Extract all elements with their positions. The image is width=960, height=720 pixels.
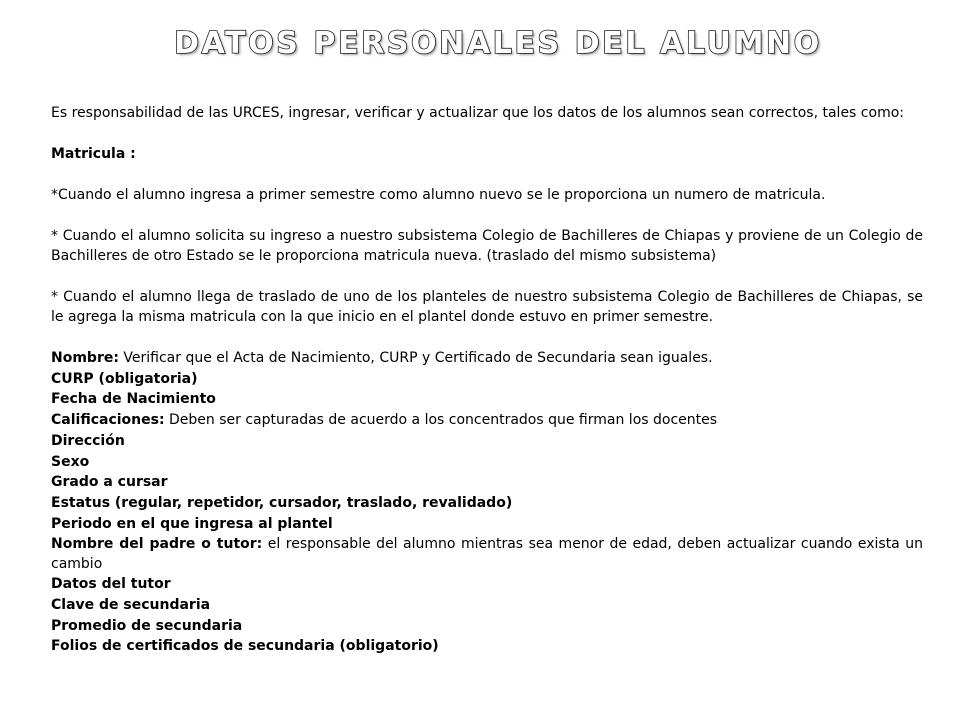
spacer (51, 164, 923, 185)
field-nombre-label: Nombre: (51, 350, 119, 366)
field-nombre-text: Verificar que el Acta de Nacimiento, CURP y Certificado de Secundaria sean iguales. (118, 350, 713, 366)
field-folios-certificados-label: Folios de certificados de secundaria (obligatorio) (51, 638, 439, 655)
field-folios-certificados (51, 636, 923, 657)
field-sexo-label: Sexo (51, 453, 90, 470)
field-nombre (51, 348, 923, 369)
matricula-case-new-student: *Cuando el alumno ingresa a primer semestre como alumno nuevo se le proporciona un numero de matricula. (51, 187, 826, 203)
spacer (51, 266, 923, 287)
field-promedio-secundaria (51, 616, 923, 637)
field-grado (51, 472, 923, 493)
field-estatus (51, 493, 923, 514)
field-curp (51, 369, 923, 390)
field-grado-label: Grado a cursar (51, 474, 168, 491)
matricula-case-other-state: * Cuando el alumno solicita su ingreso a nuestro subsistema Colegio de Bachilleres de Chiapas y proviene de un Colegio de Bachilleres de otro Estado se le proporciona matricula nueva. (traslado del mismo subsistema) (51, 228, 923, 264)
field-periodo-label: Periodo en el que ingresa al plantel (51, 515, 333, 532)
field-tutor (51, 534, 923, 574)
field-calificaciones-text: Deben ser capturadas de acuerdo a los concentrados que firman los docentes (164, 412, 718, 429)
field-curp-label: CURP (obligatoria) (51, 370, 198, 387)
field-clave-secundaria (51, 595, 923, 616)
matricula-heading (51, 144, 923, 164)
field-datos-tutor-label: Datos del tutor (51, 576, 171, 593)
field-tutor-label: Nombre del padre o tutor: (51, 536, 263, 553)
field-calificaciones-label: Calificaciones: (51, 412, 165, 429)
field-direccion (51, 431, 923, 452)
page-title: DATOS PERSONALES DEL ALUMNO (174, 26, 822, 61)
field-fecha-nacimiento (51, 389, 923, 410)
field-periodo (51, 514, 923, 535)
spacer (51, 123, 923, 144)
intro-paragraph: Es responsabilidad de las URCES, ingresar, verificar y actualizar que los datos de los alumnos sean correctos, tales como: (51, 105, 904, 121)
document-body (51, 103, 923, 657)
field-datos-tutor (51, 574, 923, 595)
field-fecha-nacimiento-label: Fecha de Nacimiento (51, 391, 216, 408)
field-tutor-text: el responsable del alumno mientras sea menor de edad, deben actualizar cuando exista un cambio (51, 536, 923, 573)
matricula-case-transfer: * Cuando el alumno llega de traslado de uno de los planteles de nuestro subsistema Colegio de Bachilleres de Chiapas, se le agrega la misma matricula con la que inicio en el plantel donde estuvo en primer semestre. (51, 289, 923, 325)
field-direccion-label: Dirección (51, 432, 125, 449)
field-sexo (51, 452, 923, 473)
field-calificaciones (51, 410, 923, 431)
field-estatus-label: Estatus (regular, repetidor, cursador, traslado, revalidado) (51, 494, 513, 511)
field-promedio-secundaria-label: Promedio de secundaria (51, 617, 243, 634)
spacer (51, 205, 923, 226)
spacer (51, 327, 923, 348)
matricula-heading-label: Matricula : (51, 146, 136, 162)
field-clave-secundaria-label: Clave de secundaria (51, 597, 211, 614)
